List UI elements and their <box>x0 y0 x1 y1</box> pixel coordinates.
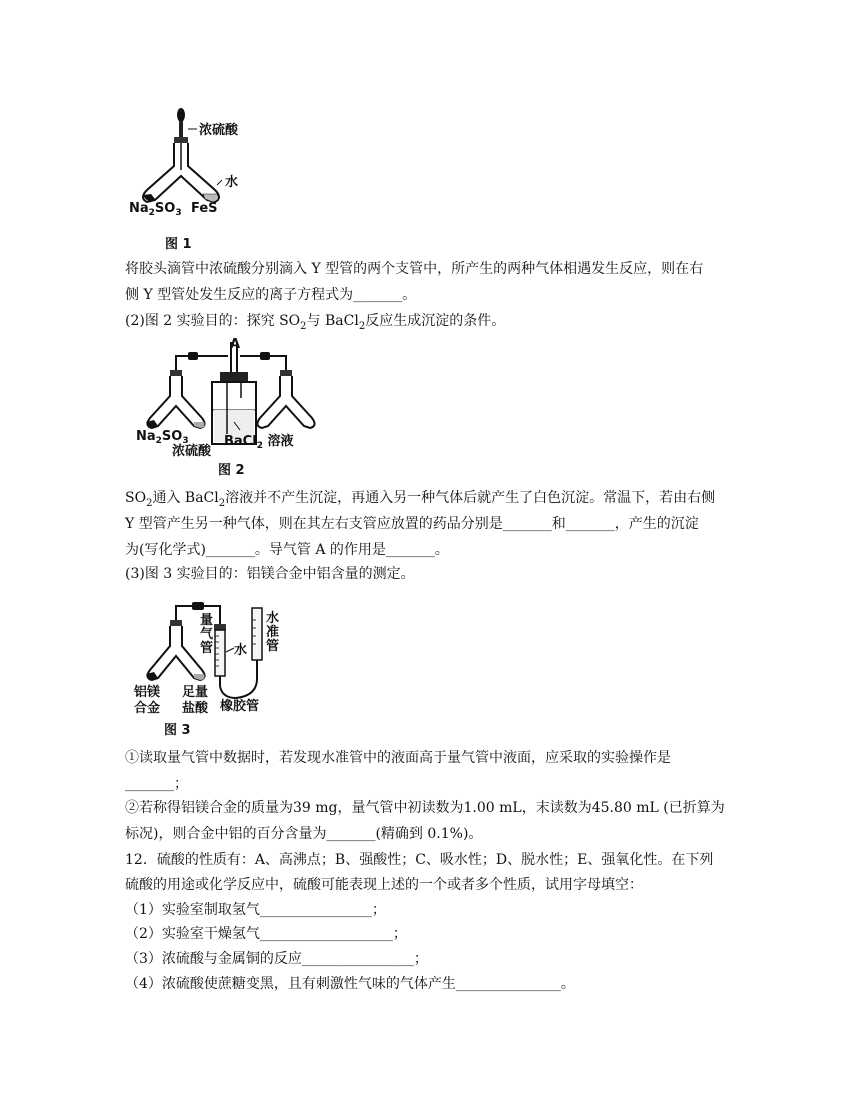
paragraph-5-line-1: ①读取量气管中数据时，若发现水准管中的液面高于量气管中液面，应采取的实验操作是 <box>125 750 671 766</box>
paragraph-6-line-1: ②若称得铝镁合金的质量为39 mg，量气管中初读数为1.00 mL，末读数为45.80 mL (已折算为 <box>125 800 725 816</box>
paragraph-2: (2)图 2 实验目的：探究 $SO_2$与 BaCl$_2$反应生成沉淀的条件。 <box>125 313 506 332</box>
question-12-line-1: 12．硫酸的性质有：A、高沸点；B、强酸性；C、吸水性；D、脱水性；E、强氧化性。在下列 <box>125 852 714 868</box>
fig1-label-acid: 浓硫酸 <box>199 123 239 138</box>
fig2-caption: 图 2 <box>218 463 245 478</box>
paragraph-3-line-3: 为(写化学式)_______。导气管 A 的作用是_______。 <box>125 542 449 558</box>
fig3-label-rubber: 橡胶管 <box>220 699 260 714</box>
paragraph-6-line-2: 标况)，则合金中铝的百分含量为_______(精确到 0.1%)。 <box>125 826 483 842</box>
fig3-label-level-tube: 水准管 <box>266 611 280 654</box>
question-12-item-2: （2）实验室干燥氢气___________________； <box>125 926 407 942</box>
figure-2-apparatus <box>130 338 330 480</box>
question-12-item-1: （1）实验室制取氢气________________； <box>125 902 386 918</box>
fig1-label-fes: FeS <box>191 201 218 216</box>
figure-1-y-tube-apparatus <box>125 100 285 260</box>
paragraph-5-line-2: _______； <box>125 776 188 792</box>
question-12-item-4: （4）浓硫酸使蔗糖变黑，且有刺激性气味的气体产生_______________。 <box>125 976 575 992</box>
question-12-line-2: 硫酸的用途或化学反应中，硫酸可能表现上述的一个或者多个性质，试用字母填空： <box>125 877 643 893</box>
fig1-label-water: 水 <box>225 175 239 190</box>
paragraph-1-line-2: 侧 Y 型管处发生反应的离子方程式为_______。 <box>125 287 417 303</box>
fig3-label-hcl: 足量盐酸 <box>182 685 209 716</box>
fig2-label-a: A <box>230 338 241 352</box>
fig2-label-bacl2: BaCl$_2$ 溶液 <box>224 434 294 451</box>
paragraph-3-line-2: Y 型管产生另一种气体，则在其左右支管应放置的药品分别是_______和_______，产生的沉淀 <box>125 516 699 532</box>
question-12-item-3: （3）浓硫酸与金属铜的反应________________； <box>125 951 428 967</box>
paragraph-1-line-1: 将胶头滴管中浓硫酸分别滴入 Y 型管的两个支管中，所产生的两种气体相遇发生反应，则在右 <box>125 261 704 277</box>
fig3-caption: 图 3 <box>164 723 191 738</box>
fig3-label-water: 水 <box>234 643 248 658</box>
fig2-label-na2so3: $Na_2SO_3$ <box>136 429 189 446</box>
fig3-label-gas-tube: 量气管 <box>200 613 214 656</box>
fig2-label-acid: 浓硫酸 <box>172 444 212 459</box>
paragraph-3-line-1: $SO_2$通入 BaCl$_2$溶液并不产生沉淀，再通入另一种气体后就产生了白色沉淀。常温下，若由右侧 <box>125 490 716 509</box>
fig1-label-na2so3: $Na_2SO_3$ <box>129 201 182 218</box>
fig3-label-alloy: 铝镁合金 <box>134 685 161 716</box>
figure-3-apparatus <box>130 600 300 740</box>
paragraph-4: (3)图 3 实验目的：铝镁合金中铝含量的测定。 <box>125 566 415 582</box>
fig1-caption: 图 1 <box>165 237 192 252</box>
